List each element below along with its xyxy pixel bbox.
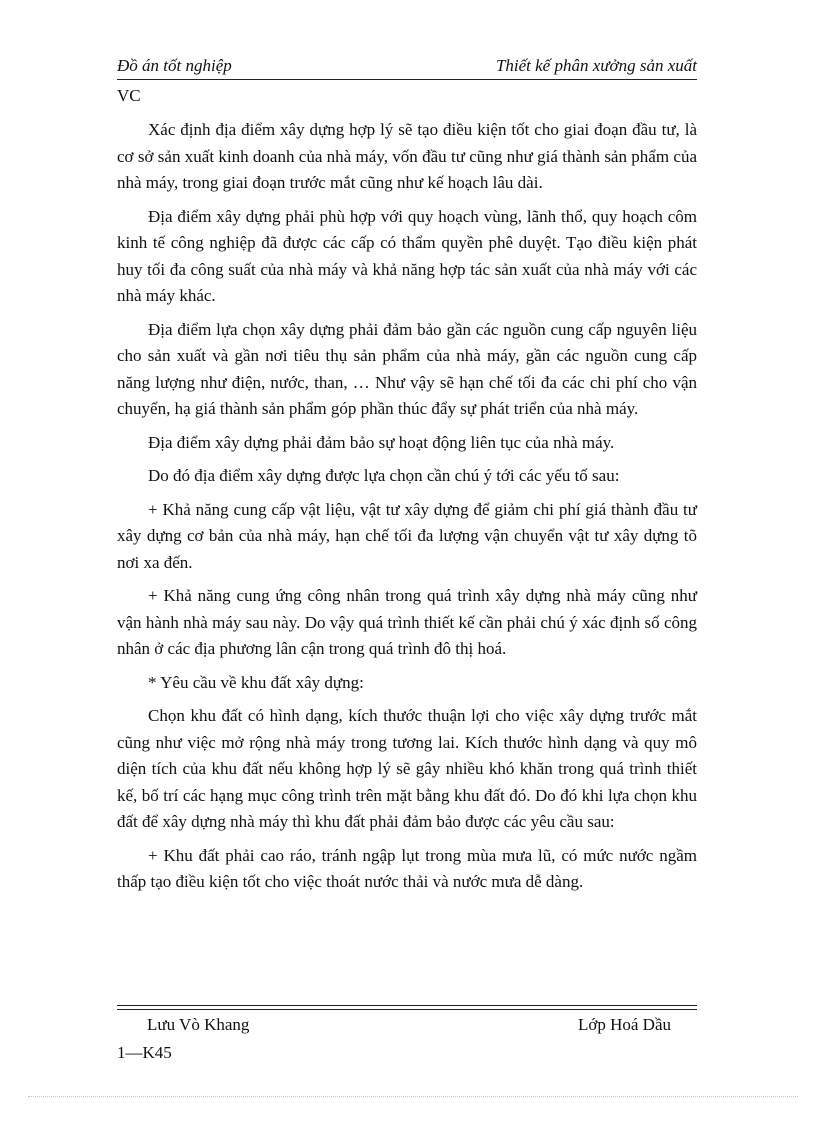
paragraph: Chọn khu đất có hình dạng, kích thước thuận lợi cho việc xây dựng trước mắt cũng như việc mở rộng nhà máy trong tương lai. Kích thước hình dạng và quy mô diện tích của khu đất nếu không hợp lý sẽ gây nhiều khó khăn trong quá trình thiết kế, bố trí các hạng mục công trình trên mặt bằng khu đất đó. Do đó khi lựa chọn khu đất để xây dựng nhà máy thì khu đất phải đảm bảo được các yêu cầu sau:: [117, 706, 697, 831]
paragraph: Xác định địa điểm xây dựng hợp lý sẽ tạo điều kiện tốt cho giai đoạn đầu tư, là cơ sở sản xuất kinh doanh của nhà máy, vốn đầu tư cũng như giá thành sản phẩm của nhà máy, trong giai đoạn trước mắt cũng như kế hoạch lâu dài.: [117, 120, 697, 192]
footer-divider: [117, 1005, 697, 1006]
paragraph: Địa điểm lựa chọn xây dựng phải đảm bảo gần các nguồn cung cấp nguyên liệu cho sản xuất và gần nơi tiêu thụ sản phẩm của nhà máy, gần các nguồn cung cấp năng lượng như điện, nước, than, … Như vậy sẽ hạn chế tối đa các chi phí cho vận chuyển, hạ giá thành sản phẩm góp phần thúc đẩy sự phát triển của nhà máy.: [117, 319, 697, 418]
header-left-title: Đồ án tốt nghiệp: [117, 56, 232, 75]
paragraph: Địa điểm xây dựng phải phù hợp với quy hoạch vùng, lãnh thổ, quy hoạch côm kinh tế công nghiệp đã được các cấp có thẩm quyền phê duyệt. Tạo điều kiện phát huy tối đa công suất của nhà máy và khả năng hợp tác sản xuất của nhà máy với các nhà máy khác.: [117, 206, 697, 305]
footer-class: Lớp Hoá Dầu: [577, 1015, 671, 1034]
footer-divider: [117, 1009, 697, 1010]
paragraph: * Yêu cầu về khu đất xây dựng:: [148, 672, 364, 692]
header-divider: [117, 79, 697, 80]
page-prefix: VC: [117, 86, 141, 105]
footer-code: 1—K45: [117, 1043, 172, 1062]
paragraph: Do đó địa điểm xây dựng được lựa chọn cần chú ý tới các yếu tố sau:: [148, 466, 620, 485]
page-edge: [28, 1096, 798, 1097]
header-right-title: Thiết kế phân xưởng sản xuất: [495, 56, 697, 75]
paragraph: Địa điểm xây dựng phải đảm bảo sự hoạt động liên tục của nhà máy.: [148, 432, 615, 452]
footer-author: Lưu Vò Khang: [147, 1015, 250, 1034]
body-text: [117, 117, 697, 903]
page-header: [117, 56, 697, 80]
paragraph: + Khả năng cung cấp vật liệu, vật tư xây dựng để giảm chi phí giá thành đầu tư xây dựng cơ bản của nhà máy, hạn chế tối đa lượng vận chuyển vật tư xây dựng tõ nơi xa đến.: [117, 499, 697, 572]
paragraph: + Khu đất phải cao ráo, tránh ngập lụt trong mùa mưa lũ, có mức nước ngầm thấp tạo điều kiện tốt cho việc thoát nước thải và nước mưa dễ dàng.: [117, 845, 697, 891]
paragraph: + Khả năng cung ứng công nhân trong quá trình xây dựng nhà máy cũng như vận hành nhà máy sau này. Do vậy quá trình thiết kế cần phải chú ý xác định số công nhân ở các địa phương lân cận trong quá trình đô thị hoá.: [117, 586, 697, 658]
